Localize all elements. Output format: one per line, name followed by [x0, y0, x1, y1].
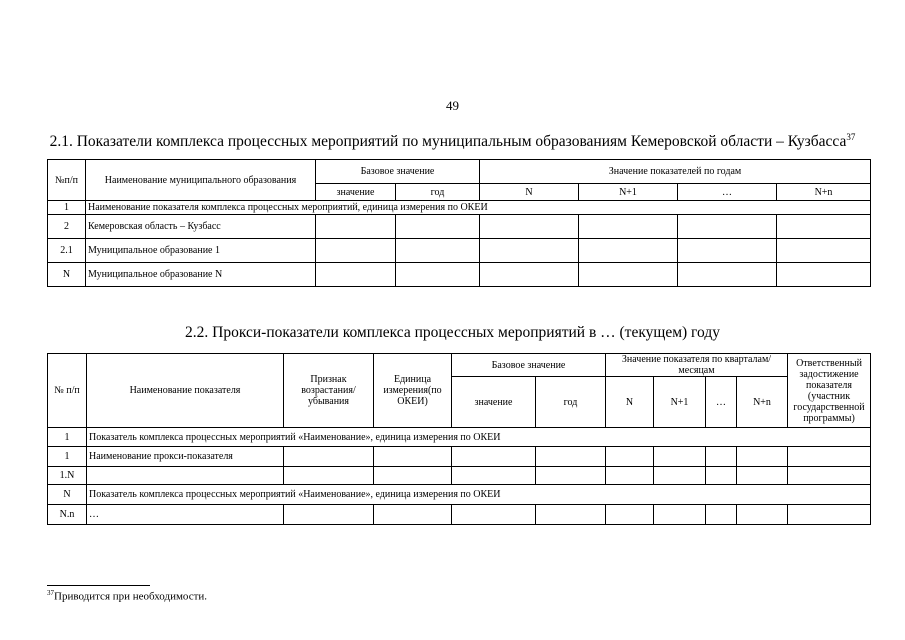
table-cell: [316, 215, 396, 239]
row-num: 2.1: [48, 239, 86, 263]
row-num: N.n: [48, 505, 87, 525]
table-row: [48, 485, 871, 505]
table-cell: [536, 467, 606, 485]
row-text: Муниципальное образование N: [86, 263, 316, 287]
table-cell: [579, 239, 678, 263]
table-cell: [374, 447, 452, 467]
table-cell: [706, 447, 737, 467]
section-1-heading: [0, 132, 905, 151]
proxy-indicators-table: [47, 353, 871, 525]
table-cell: [536, 505, 606, 525]
table-cell: [452, 467, 536, 485]
header-responsible: Ответственный задостижение показателя (участник государственной программы): [788, 354, 871, 428]
table-cell: [706, 505, 737, 525]
subheader-n: N: [480, 184, 579, 201]
footnote-reference: 37: [846, 132, 856, 142]
row-num: N: [48, 263, 86, 287]
subheader-ellipsis: …: [678, 184, 777, 201]
subheader-n: N: [606, 377, 654, 428]
table-cell: [737, 447, 788, 467]
table-cell: [606, 467, 654, 485]
table-cell: [777, 263, 871, 287]
subheader-ellipsis: …: [706, 377, 737, 428]
table-cell: [374, 467, 452, 485]
row-text: Показатель комплекса процессных мероприятий «Наименование», единица измерения по ОКЕИ: [87, 485, 871, 505]
footnote-separator: [47, 585, 150, 586]
row-text: Показатель комплекса процессных мероприятий «Наименование», единица измерения по ОКЕИ: [87, 428, 871, 447]
header-base-value: Базовое значение: [316, 160, 480, 184]
row-text: Кемеровская область – Кузбасс: [86, 215, 316, 239]
table-cell: [788, 467, 871, 485]
row-text: Наименование показателя комплекса процессных мероприятий, единица измерения по ОКЕИ: [86, 201, 871, 215]
table-cell: [737, 505, 788, 525]
table-cell: [777, 215, 871, 239]
table-cell: [480, 215, 579, 239]
table-cell: [452, 447, 536, 467]
header-base-value: Базовое значение: [452, 354, 606, 377]
row-num: N: [48, 485, 87, 505]
subheader-n-plus-1: N+1: [654, 377, 706, 428]
table-cell: [678, 215, 777, 239]
table-cell: [788, 505, 871, 525]
row-text: Муниципальное образование 1: [86, 239, 316, 263]
table-row: [48, 428, 871, 447]
table-row: [48, 467, 871, 485]
header-yearly-values: Значение показателей по годам: [480, 160, 871, 184]
table-cell: [606, 447, 654, 467]
header-sign: Признак возрастания/ убывания: [284, 354, 374, 428]
table-row: [48, 215, 871, 239]
footnote-text: Приводится при необходимости.: [54, 590, 208, 603]
header-name: Наименование муниципального образования: [86, 160, 316, 201]
table-row: [48, 447, 871, 467]
subheader-value: значение: [316, 184, 396, 201]
table-cell: [396, 215, 480, 239]
municipal-indicators-table: [47, 159, 871, 287]
row-num: 1.N: [48, 467, 87, 485]
row-text: …: [87, 505, 284, 525]
header-num: №п/п: [48, 160, 86, 201]
table-cell: [316, 239, 396, 263]
section-2-title: 2.2. Прокси-показатели комплекса процессных мероприятий в … (текущем) году: [185, 324, 720, 341]
table-row: [48, 201, 871, 215]
table-cell: [536, 447, 606, 467]
row-num: 2: [48, 215, 86, 239]
table-cell: [480, 263, 579, 287]
row-text: Наименование прокси-показателя: [87, 447, 284, 467]
table-row: [48, 263, 871, 287]
section-1-title: 2.1. Показатели комплекса процессных мероприятий по муниципальным образованиям Кемеровской области – Кузбасса: [49, 133, 847, 151]
table-cell: [579, 215, 678, 239]
subheader-n-plus-n: N+n: [777, 184, 871, 201]
table-cell: [284, 467, 374, 485]
table-cell: [452, 505, 536, 525]
table-cell: [396, 239, 480, 263]
table-cell: [706, 467, 737, 485]
footnote-marker: 37: [47, 589, 54, 597]
table-cell: [678, 239, 777, 263]
header-name: Наименование показателя: [87, 354, 284, 428]
subheader-n-plus-n: N+n: [737, 377, 788, 428]
table-cell: [654, 467, 706, 485]
subheader-value: значение: [452, 377, 536, 428]
table-header-row: [48, 354, 871, 377]
table-cell: [654, 505, 706, 525]
table-header-row: [48, 160, 871, 184]
table-cell: [284, 447, 374, 467]
header-unit: Единица измерения(по ОКЕИ): [374, 354, 452, 428]
table-cell: [579, 263, 678, 287]
subheader-year: год: [536, 377, 606, 428]
page-number: 49: [446, 98, 459, 113]
table-cell: [654, 447, 706, 467]
table-cell: [316, 263, 396, 287]
subheader-year: год: [396, 184, 480, 201]
table-cell: [480, 239, 579, 263]
header-quarterly-values: Значение показателя по кварталам/месяцам: [606, 354, 788, 377]
table-row: [48, 239, 871, 263]
table-cell: [284, 505, 374, 525]
row-num: 1: [48, 428, 87, 447]
table-cell: [606, 505, 654, 525]
header-num: № п/п: [48, 354, 87, 428]
table-cell: [374, 505, 452, 525]
table-cell: [678, 263, 777, 287]
table-cell: [737, 467, 788, 485]
table-cell: [396, 263, 480, 287]
row-num: 1: [48, 201, 86, 215]
table-cell: [777, 239, 871, 263]
subheader-n-plus-1: N+1: [579, 184, 678, 201]
table-row: [48, 505, 871, 525]
table-cell: [788, 447, 871, 467]
row-num: 1: [48, 447, 87, 467]
row-text: [87, 467, 284, 485]
footnote: [47, 589, 207, 603]
